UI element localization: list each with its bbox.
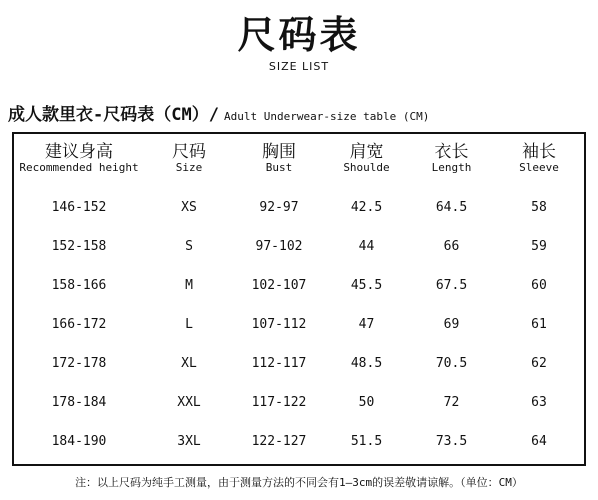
cell-size: XS <box>181 200 197 215</box>
cell-shoulder: 48.5 <box>350 356 383 371</box>
cell-height: 166-172 <box>51 317 107 332</box>
table-row <box>14 354 584 374</box>
column-header-en: Sleeve <box>519 161 559 174</box>
column-header-length <box>409 142 494 174</box>
cell-size: M <box>185 278 193 293</box>
column-header-height <box>14 142 144 174</box>
cell-bust: 92-97 <box>259 200 299 215</box>
cell-bust: 117-122 <box>251 395 307 410</box>
cell-height: 184-190 <box>51 434 107 449</box>
cell-height: 172-178 <box>51 356 107 371</box>
column-header-cn: 肩宽 <box>349 142 384 162</box>
column-header-en: Recommended height <box>19 161 139 174</box>
table-row <box>14 198 584 218</box>
cell-shoulder: 47 <box>358 317 375 332</box>
cell-length: 69 <box>443 317 460 332</box>
column-header-cn: 建议身高 <box>45 142 113 162</box>
column-header-en: Size <box>175 161 203 174</box>
cell-height: 152-158 <box>51 239 107 254</box>
cell-length: 70.5 <box>435 356 468 371</box>
cell-size: 3XL <box>177 434 201 449</box>
table-row <box>14 393 584 413</box>
cell-sleeve: 64 <box>531 434 547 449</box>
cell-size: XL <box>181 356 197 371</box>
cell-height: 178-184 <box>51 395 107 410</box>
column-header-en: Shoulde <box>343 161 390 174</box>
table-row <box>14 276 584 296</box>
cell-sleeve: 61 <box>531 317 547 332</box>
column-header-size <box>144 142 234 174</box>
table-row <box>14 315 584 335</box>
table-header-row <box>14 142 584 174</box>
cell-bust: 97-102 <box>255 239 303 254</box>
footnote: 注：以上尺码为纯手工测量，由于测量方法的不同会有1—3cm的误差敬请谅解。（单位：CM） <box>75 476 523 489</box>
cell-shoulder: 51.5 <box>350 434 383 449</box>
cell-shoulder: 44 <box>358 239 375 254</box>
cell-sleeve: 60 <box>531 278 547 293</box>
cell-length: 73.5 <box>435 434 468 449</box>
column-header-cn: 衣长 <box>434 142 469 162</box>
cell-sleeve: 63 <box>531 395 547 410</box>
table-row <box>14 432 584 452</box>
cell-length: 72 <box>443 395 460 410</box>
column-header-en: Bust <box>265 161 293 174</box>
cell-size: L <box>185 317 193 332</box>
page-subtitle: SIZE LIST <box>268 60 330 73</box>
page-title: 尺码表 <box>237 12 361 57</box>
cell-bust: 122-127 <box>251 434 307 449</box>
column-header-shoulder <box>324 142 409 174</box>
column-header-sleeve <box>494 142 584 174</box>
cell-height: 146-152 <box>51 200 107 215</box>
cell-shoulder: 50 <box>358 395 375 410</box>
table-heading-cn: 成人款里衣-尺码表（CM）/ <box>8 105 219 125</box>
table-heading <box>8 104 429 128</box>
column-header-cn: 胸围 <box>262 142 296 162</box>
column-header-bust <box>234 142 324 174</box>
size-table <box>12 132 586 466</box>
column-header-cn: 袖长 <box>522 142 556 162</box>
cell-shoulder: 42.5 <box>350 200 383 215</box>
cell-bust: 102-107 <box>251 278 307 293</box>
column-header-cn: 尺码 <box>172 142 206 162</box>
table-row <box>14 237 584 257</box>
table-heading-en: Adult Underwear-size table (CM) <box>224 110 430 123</box>
cell-size: S <box>185 239 193 254</box>
cell-sleeve: 58 <box>531 200 547 215</box>
cell-shoulder: 45.5 <box>350 278 383 293</box>
cell-bust: 112-117 <box>251 356 307 371</box>
cell-sleeve: 59 <box>531 239 547 254</box>
cell-height: 158-166 <box>51 278 107 293</box>
column-header-en: Length <box>431 161 472 174</box>
cell-sleeve: 62 <box>531 356 547 371</box>
cell-length: 67.5 <box>435 278 468 293</box>
cell-length: 64.5 <box>435 200 468 215</box>
cell-length: 66 <box>443 239 460 254</box>
cell-size: XXL <box>177 395 201 410</box>
cell-bust: 107-112 <box>251 317 307 332</box>
